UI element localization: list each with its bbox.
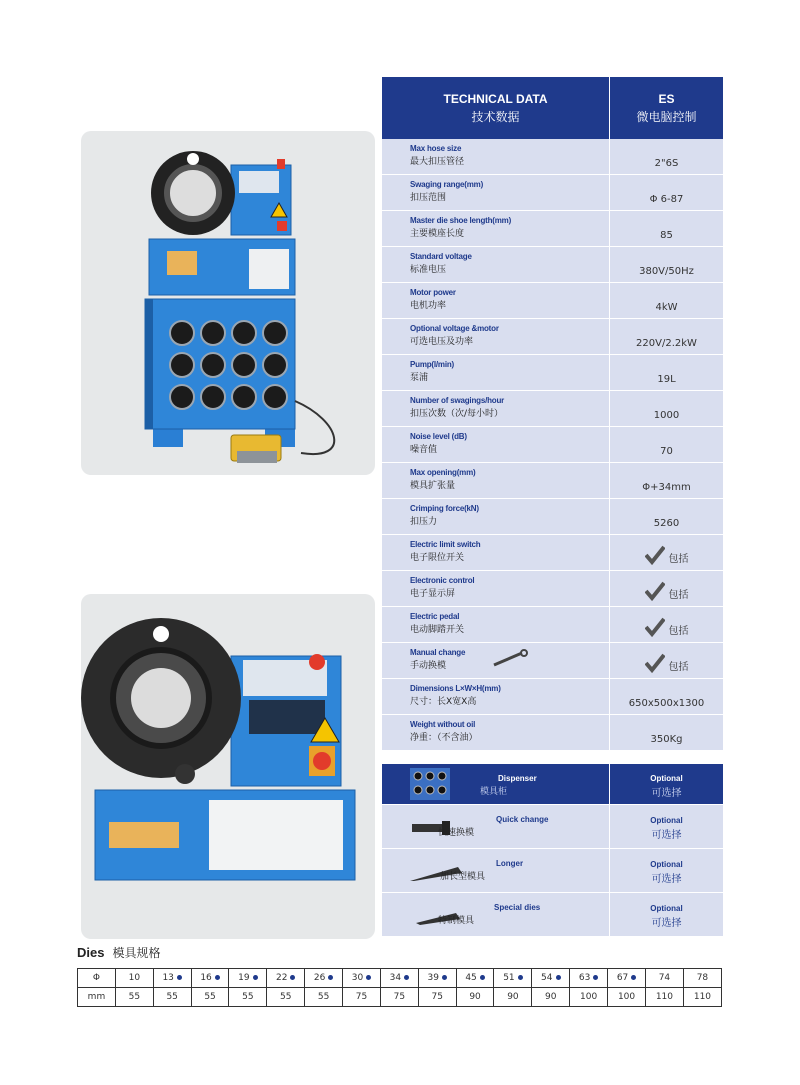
dies-diameter-cell xyxy=(267,969,305,988)
spec-row xyxy=(382,607,723,643)
header-left-en: TECHNICAL DATA xyxy=(443,91,548,106)
option-status-cn: 可选择 xyxy=(651,787,682,799)
dies-diameter-cell xyxy=(570,969,608,988)
dies-diameter-cell xyxy=(229,969,267,988)
die-dispenser-image xyxy=(410,768,450,800)
spec-label-en: Max opening(mm) xyxy=(410,468,476,477)
dies-diameter-value: 16 xyxy=(200,973,212,983)
spec-label-en: Max hose size xyxy=(410,144,462,153)
header-right-en: ES xyxy=(658,91,675,106)
option-label-cn: 加长型模具 xyxy=(440,872,486,882)
header-right-cn: 微电脑控制 xyxy=(636,109,697,124)
spec-row xyxy=(382,139,723,175)
spec-value: 350Kg xyxy=(650,734,683,745)
dies-diameter-cell xyxy=(305,969,343,988)
included-dot-icon xyxy=(215,975,220,980)
spec-row xyxy=(382,211,723,247)
spec-label-cn: 扣压范围 xyxy=(410,193,447,203)
included-dot-icon xyxy=(518,975,523,980)
option-status-cn: 可选择 xyxy=(651,874,682,885)
checkmark-icon xyxy=(645,653,665,673)
option-status-en: Optional xyxy=(650,773,683,783)
spec-label-en: Electronic control xyxy=(410,576,475,585)
dies-diameter-value: 30 xyxy=(351,973,364,983)
spec-value: 70 xyxy=(660,446,673,457)
dies-title-en: Dies xyxy=(77,945,105,960)
dies-length-cell: 100 xyxy=(608,988,646,1007)
spec-value: 包括 xyxy=(668,626,689,637)
dies-title xyxy=(77,944,160,961)
header-technical-data xyxy=(382,77,610,139)
wrench-icon xyxy=(492,649,530,667)
option-label-cn: 快速换模 xyxy=(438,828,475,838)
dies-length-cell: 55 xyxy=(305,988,343,1007)
included-dot-icon xyxy=(253,975,258,980)
spec-row xyxy=(382,535,723,571)
header-model xyxy=(610,77,723,139)
dies-diameter-cell xyxy=(645,969,683,988)
dies-diameter-cell xyxy=(418,969,456,988)
dies-diameter-value: 51 xyxy=(503,973,515,983)
spec-label-cn: 电子限位开关 xyxy=(410,553,465,563)
dies-diameter-value: 74 xyxy=(658,973,671,983)
dies-diameter-value: 22 xyxy=(276,973,288,983)
spec-label-cn: 可选电压及功率 xyxy=(410,337,474,347)
spec-label-cn: 手动换模 xyxy=(410,661,447,671)
included-dot-icon xyxy=(593,975,598,980)
dies-diameter-value: 26 xyxy=(313,973,326,983)
dies-length-cell: 90 xyxy=(456,988,494,1007)
dies-diameter-label: Φ xyxy=(78,969,116,988)
included-dot-icon xyxy=(366,975,371,980)
included-dot-icon xyxy=(631,975,636,980)
spec-label-en: Crimping force(kN) xyxy=(410,504,479,513)
dies-diameter-cell xyxy=(608,969,646,988)
dies-length-cell: 110 xyxy=(645,988,683,1007)
spec-value: Φ 6-87 xyxy=(649,194,684,205)
spec-value: 4kW xyxy=(655,302,678,313)
dies-length-label: mm xyxy=(78,988,116,1007)
spec-row xyxy=(382,319,723,355)
dies-diameter-cell xyxy=(494,969,532,988)
dies-diameter-cell xyxy=(191,969,229,988)
included-dot-icon xyxy=(556,975,561,980)
header-left-cn: 技术数据 xyxy=(471,109,520,124)
option-row xyxy=(382,893,723,937)
technical-data-table xyxy=(382,77,723,751)
option-label-cn: 特制模具 xyxy=(438,916,475,926)
dies-title-cn: 模具规格 xyxy=(112,946,161,960)
dies-diameter-value: 45 xyxy=(465,973,477,983)
spec-row xyxy=(382,355,723,391)
dies-length-cell: 55 xyxy=(191,988,229,1007)
dies-length-cell: 100 xyxy=(570,988,608,1007)
dies-diameter-value: 54 xyxy=(541,973,553,983)
spec-label-en: Master die shoe length(mm) xyxy=(410,216,512,225)
spec-label-cn: 标准电压 xyxy=(410,265,447,275)
option-status-cn: 可选择 xyxy=(651,918,682,929)
spec-label-en: Dimensions L×W×H(mm) xyxy=(410,684,501,693)
spec-label-en: Electric limit switch xyxy=(410,540,481,549)
option-status-en: Optional xyxy=(650,816,683,825)
spec-label-cn: 最大扣压管径 xyxy=(410,157,465,167)
spec-value: 2"6S xyxy=(654,158,679,169)
option-label-en: Dispenser xyxy=(498,774,537,783)
dies-diameter-cell xyxy=(532,969,570,988)
dies-length-cell: 110 xyxy=(683,988,721,1007)
spec-label-en: Noise level (dB) xyxy=(410,432,467,441)
dies-diameter-value: 10 xyxy=(128,973,141,983)
spec-row xyxy=(382,499,723,535)
included-dot-icon xyxy=(177,975,182,980)
dies-diameter-cell xyxy=(456,969,494,988)
checkmark-icon xyxy=(645,617,665,637)
dies-diameter-cell xyxy=(683,969,721,988)
spec-label-en: Manual change xyxy=(410,648,466,657)
machine-photo-full xyxy=(81,131,375,475)
dies-diameter-value: 39 xyxy=(427,973,439,983)
spec-label-en: Number of swagings/hour xyxy=(410,396,505,405)
option-row xyxy=(382,764,723,805)
dies-length-cell: 90 xyxy=(532,988,570,1007)
spec-label-en: Pump(l/min) xyxy=(410,360,455,369)
dies-diameter-value: 34 xyxy=(389,973,402,983)
dies-table xyxy=(77,968,722,1007)
dies-diameter-cell xyxy=(343,969,381,988)
spec-label-en: Motor power xyxy=(410,288,456,297)
dies-length-cell: 55 xyxy=(153,988,191,1007)
dies-length-cell: 75 xyxy=(343,988,381,1007)
included-dot-icon xyxy=(404,975,409,980)
spec-row xyxy=(382,247,723,283)
spec-label-cn: 净重：（不含油） xyxy=(410,733,478,743)
spec-value: 380V/50Hz xyxy=(639,266,694,277)
spec-label-cn: 尺寸：长X宽X高 xyxy=(410,697,477,707)
spec-label-cn: 扣压次数（次/每小时） xyxy=(410,409,504,419)
dies-diameter-row xyxy=(78,969,722,988)
spec-value: 85 xyxy=(660,230,673,241)
spec-label-cn: 电动脚踏开关 xyxy=(410,625,465,635)
dies-length-cell: 55 xyxy=(115,988,153,1007)
spec-value: 1000 xyxy=(653,410,680,421)
spec-label-cn: 电机功率 xyxy=(410,301,447,311)
included-dot-icon xyxy=(328,975,333,980)
spec-row xyxy=(382,679,723,715)
spec-row xyxy=(382,283,723,319)
spec-label-en: Optional voltage &motor xyxy=(410,324,499,333)
spec-value: 220V/2.2kW xyxy=(636,338,697,349)
spec-value: 包括 xyxy=(668,590,689,601)
option-status-en: Optional xyxy=(650,860,683,869)
machine-photo-closeup xyxy=(81,594,375,939)
spec-label-en: Standard voltage xyxy=(410,252,472,261)
dies-length-cell: 55 xyxy=(267,988,305,1007)
option-row xyxy=(382,849,723,893)
spec-label-cn: 电子显示屏 xyxy=(410,589,456,599)
checkmark-icon xyxy=(645,581,665,601)
dies-diameter-cell xyxy=(153,969,191,988)
dies-length-cell: 55 xyxy=(229,988,267,1007)
spec-row xyxy=(382,175,723,211)
dies-diameter-cell xyxy=(380,969,418,988)
option-label-en: Quick change xyxy=(496,815,549,824)
spec-label-en: Electric pedal xyxy=(410,612,460,621)
dies-length-row xyxy=(78,988,722,1007)
spec-row xyxy=(382,571,723,607)
dies-length-cell: 90 xyxy=(494,988,532,1007)
spec-label-en: Weight without oil xyxy=(410,720,476,729)
spec-row xyxy=(382,643,723,679)
spec-row xyxy=(382,463,723,499)
included-dot-icon xyxy=(480,975,485,980)
dies-diameter-value: 63 xyxy=(578,973,591,983)
checkmark-icon xyxy=(645,545,665,565)
option-label-cn: 模具柜 xyxy=(480,787,508,797)
option-label-en: Longer xyxy=(496,859,524,868)
spec-value: 包括 xyxy=(668,662,689,673)
option-status-en: Optional xyxy=(650,904,683,913)
dies-diameter-value: 67 xyxy=(616,973,629,983)
options-table xyxy=(382,764,723,937)
technical-data-header xyxy=(382,77,723,139)
spec-value: 包括 xyxy=(668,554,689,565)
spec-label-cn: 扣压力 xyxy=(410,517,438,527)
spec-row xyxy=(382,427,723,463)
spec-row xyxy=(382,715,723,751)
included-dot-icon xyxy=(290,975,295,980)
spec-value: 5260 xyxy=(653,518,680,529)
dies-length-cell: 75 xyxy=(380,988,418,1007)
spec-label-cn: 噪音值 xyxy=(410,445,438,455)
spec-label-en: Swaging range(mm) xyxy=(410,180,484,189)
dies-diameter-value: 19 xyxy=(238,973,250,983)
spec-label-cn: 模具扩张量 xyxy=(410,481,456,491)
included-dot-icon xyxy=(442,975,447,980)
spec-label-cn: 主要模座长度 xyxy=(410,229,465,239)
spec-value: Φ+34mm xyxy=(642,482,691,493)
spec-value: 650x500x1300 xyxy=(628,698,705,709)
dies-length-cell: 75 xyxy=(418,988,456,1007)
dies-diameter-value: 13 xyxy=(162,973,174,983)
spec-label-cn: 泵浦 xyxy=(410,373,429,383)
spec-row xyxy=(382,391,723,427)
dies-diameter-value: 78 xyxy=(696,973,709,983)
option-row xyxy=(382,805,723,849)
option-status-cn: 可选择 xyxy=(651,830,682,841)
dies-diameter-cell xyxy=(115,969,153,988)
spec-value: 19L xyxy=(657,374,676,385)
option-label-en: Special dies xyxy=(494,903,541,912)
